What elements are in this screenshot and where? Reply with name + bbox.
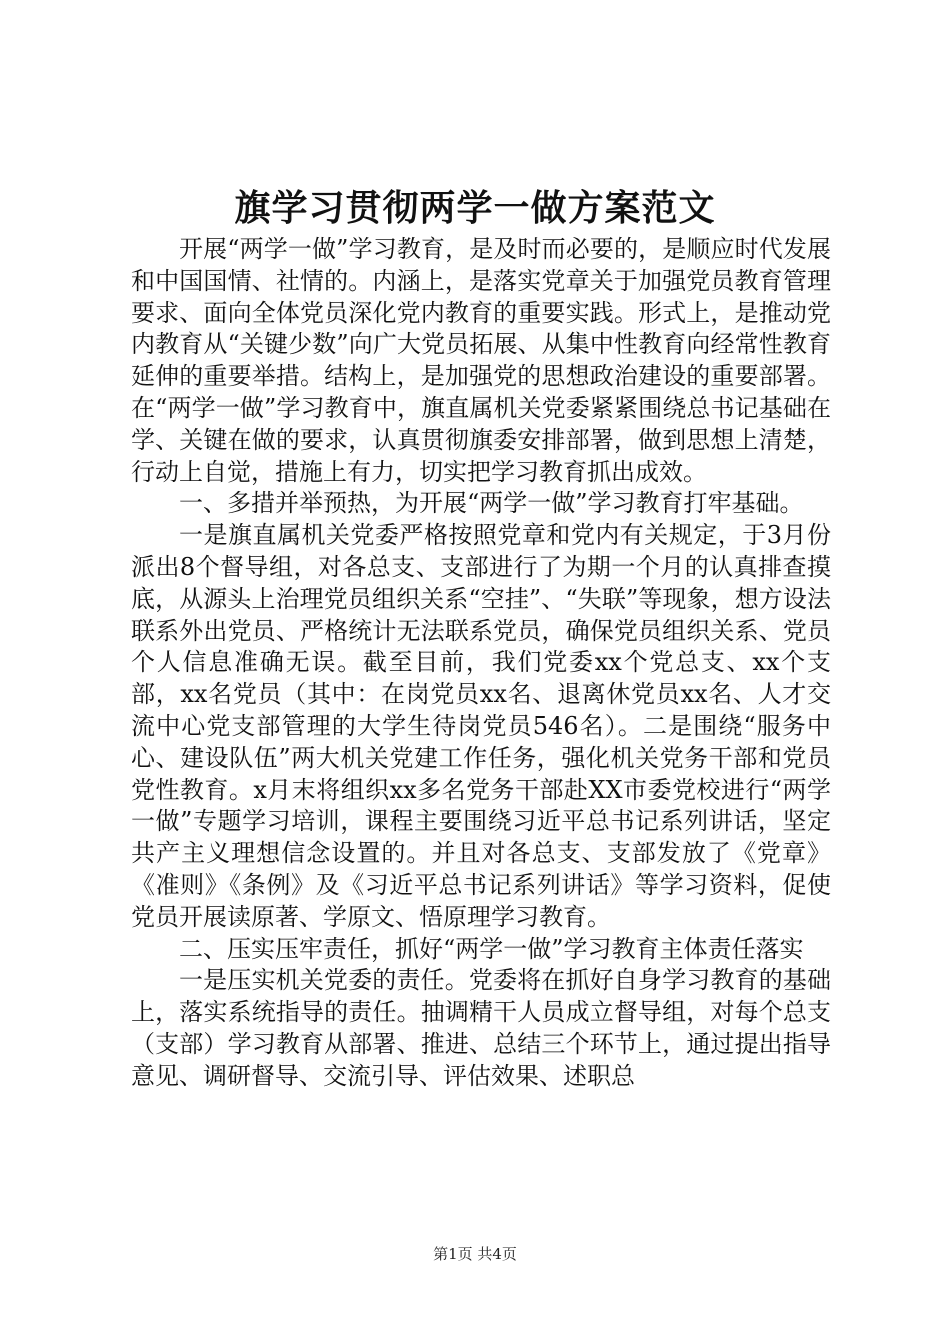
paragraph-intro: 开展“两学一做”学习教育，是及时而必要的，是顺应时代发展和中国国情、社情的。内涵上，是落实党章关于加强党员教育管理要求、面向全体党员深化党内教育的重要实践。形式上，是推动党内教育从“关键少数”向广大党员拓展、从集中性教育向经常性教育延伸的重要举措。结构上，是加强党的思想政治建设的重要部署。在“两学一做”学习教育中，旗直属机关党委紧紧围绕总书记基础在学、关键在做的要求，认真贯彻旗委安排部署，做到思想上清楚，行动上自觉，措施上有力，切实把学习教育抓出成效。	[131, 235, 831, 486]
paragraph-section-1: 一是旗直属机关党委严格按照党章和党内有关规定，于3月份派出8个督导组，对各总支、支部进行了为期一个月的认真排查摸底，从源头上治理党员组织关系“空挂”、“失联”等现象，想方设法联系外出党员、严格统计无法联系党员，确保党员组织关系、党员个人信息准确无误。截至目前，我们党委xx个党总支、xx个支部，xx名党员（其中：在岗党员xx名、退离休党员xx名、人才交流中心党支部管理的大学生待岗党员546名）。二是围绕“服务中心、建设队伍”两大机关党建工作任务，强化机关党务干部和党员党性教育。x月末将组织xx多名党务干部赴XX市委党校进行“两学一做”专题学习培训，课程主要围绕习近平总书记系列讲话，坚定共产主义理想信念设置的。并且对各总支、支部发放了《党章》《准则》《条例》及《习近平总书记系列讲话》等学习资料，促使党员开展读原著、学原文、悟原理学习教育。	[131, 521, 831, 931]
document-title: 旗学习贯彻两学一做方案范文	[234, 187, 716, 229]
document-body	[131, 234, 831, 1093]
section-heading-2: 二、压实压牢责任，抓好“两学一做”学习教育主体责任落实	[179, 934, 804, 963]
paragraph-section-2: 一是压实机关党委的责任。党委将在抓好自身学习教育的基础上，落实系统指导的责任。抽调精干人员成立督导组，对每个总支（支部）学习教育从部署、推进、总结三个环节上，通过提出指导意见、调研督导、交流引导、评估效果、述职总	[131, 966, 831, 1090]
page-number-footer: 第1页 共4页	[433, 1245, 517, 1263]
section-heading-1: 一、多措并举预热，为开展“两学一做”学习教育打牢基础。	[179, 489, 804, 518]
